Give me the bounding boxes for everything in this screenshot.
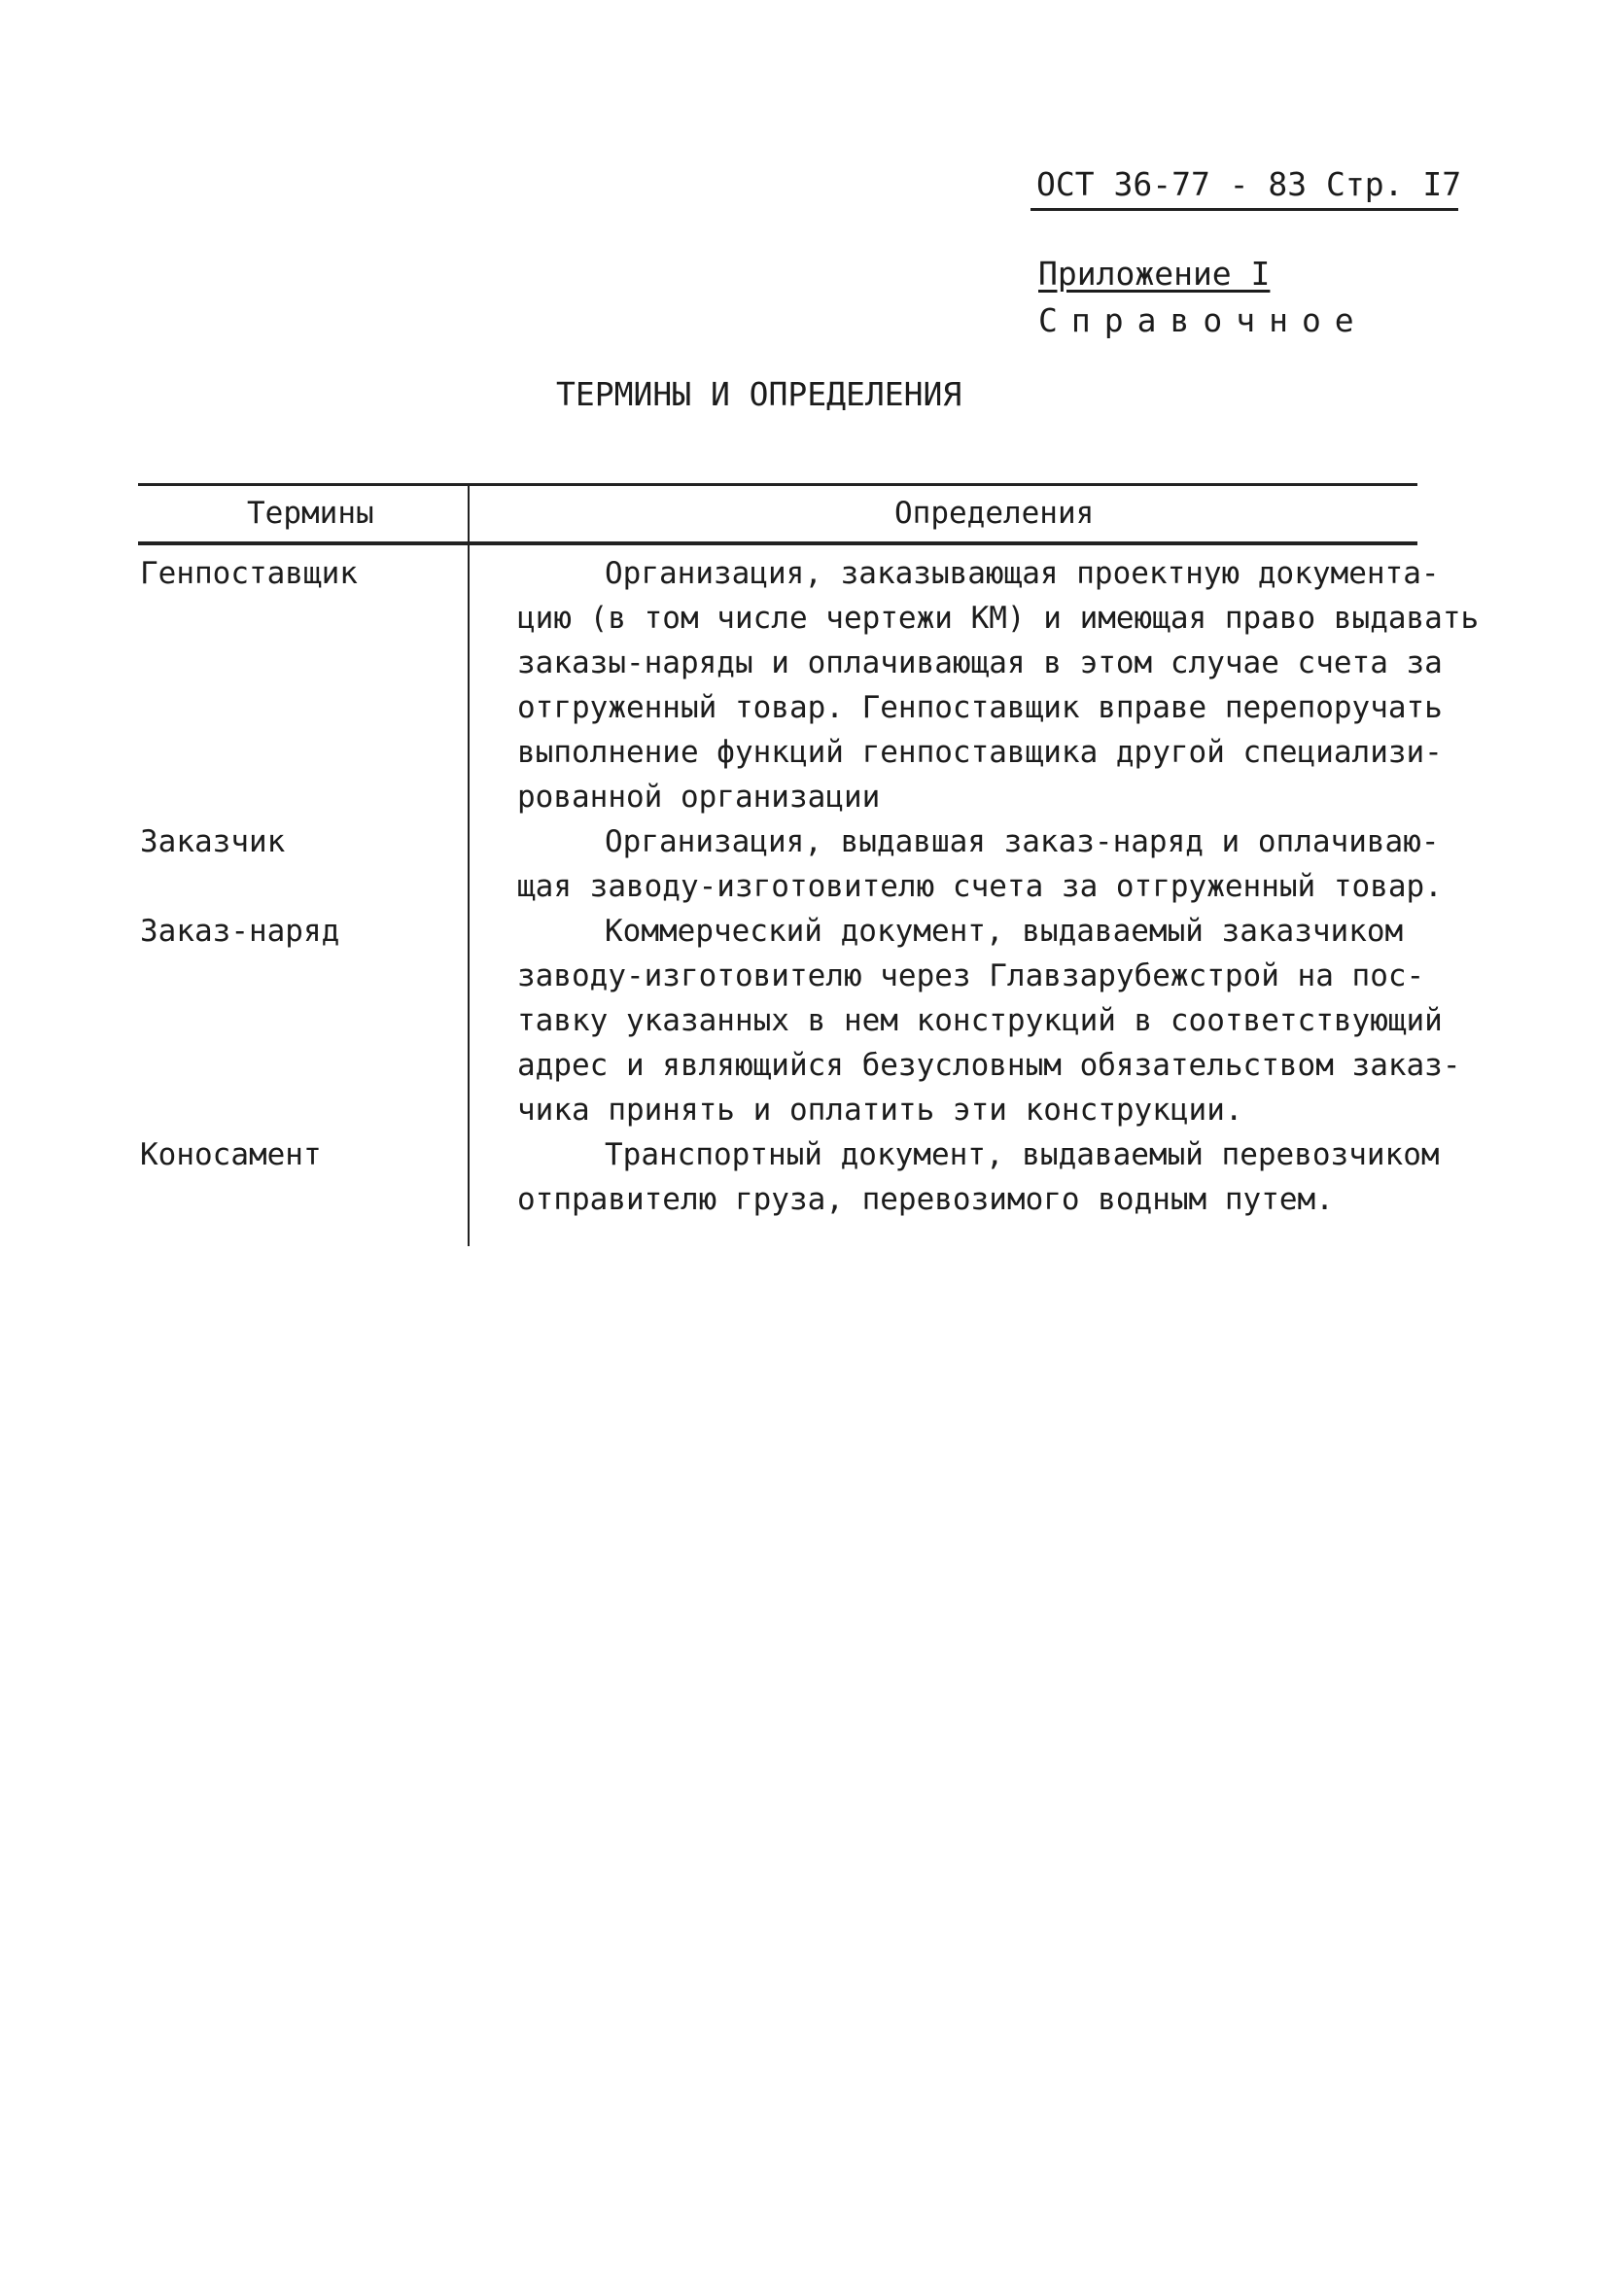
definition-line: щая заводу-изготовителю счета за отгруженный товар. bbox=[517, 869, 1443, 904]
term-genpostavshchik: Генпоставщик bbox=[140, 556, 358, 591]
definition-line: Транспортный документ, выдаваемый перевозчиком bbox=[605, 1137, 1440, 1172]
page-title: ТЕРМИНЫ И ОПРЕДЕЛЕНИЯ bbox=[556, 375, 962, 413]
definition-line: Организация, заказывающая проектную документа- bbox=[605, 556, 1440, 591]
reference-type-label: Справочное bbox=[1038, 301, 1368, 339]
definition-line: чика принять и оплатить эти конструкции. bbox=[517, 1093, 1243, 1128]
definition-line: выполнение функций генпоставщика другой специализи- bbox=[517, 735, 1443, 770]
column-header-terms: Термины bbox=[247, 496, 374, 531]
table-top-rule bbox=[138, 483, 1417, 486]
term-konosament: Коносамент bbox=[140, 1137, 322, 1172]
term-zakaz-naryad: Заказ-наряд bbox=[140, 914, 340, 949]
column-header-definitions: Определения bbox=[894, 496, 1095, 531]
definition-line: тавку указанных в нем конструкций в соответствующий bbox=[517, 1003, 1443, 1038]
table-column-divider bbox=[468, 486, 470, 1246]
definition-line: Организация, выдавшая заказ-наряд и оплачиваю- bbox=[605, 824, 1440, 859]
definition-line: отгруженный товар. Генпоставщик вправе перепоручать bbox=[517, 690, 1443, 725]
definition-line: рованной организации bbox=[517, 780, 881, 815]
definition-line: заказы-наряды и оплачивающая в этом случае счета за bbox=[517, 645, 1443, 680]
definition-line: отправителю груза, перевозимого водным путем. bbox=[517, 1182, 1334, 1217]
standard-reference-underline bbox=[1031, 208, 1458, 211]
table-header-rule bbox=[138, 541, 1417, 545]
appendix-label: Приложение I bbox=[1038, 255, 1271, 293]
standard-reference: ОСТ 36-77 - 83 Стр. I7 bbox=[1036, 165, 1462, 203]
definition-line: Коммерческий документ, выдаваемый заказчиком bbox=[605, 914, 1404, 949]
term-zakazchik: Заказчик bbox=[140, 824, 286, 859]
definition-line: заводу-изготовителю через Главзарубежстрой на пос- bbox=[517, 958, 1425, 993]
definition-line: адрес и являющийся безусловным обязательством заказ- bbox=[517, 1048, 1461, 1083]
definition-line: цию (в том числе чертежи КМ) и имеющая право выдавать bbox=[517, 601, 1480, 636]
